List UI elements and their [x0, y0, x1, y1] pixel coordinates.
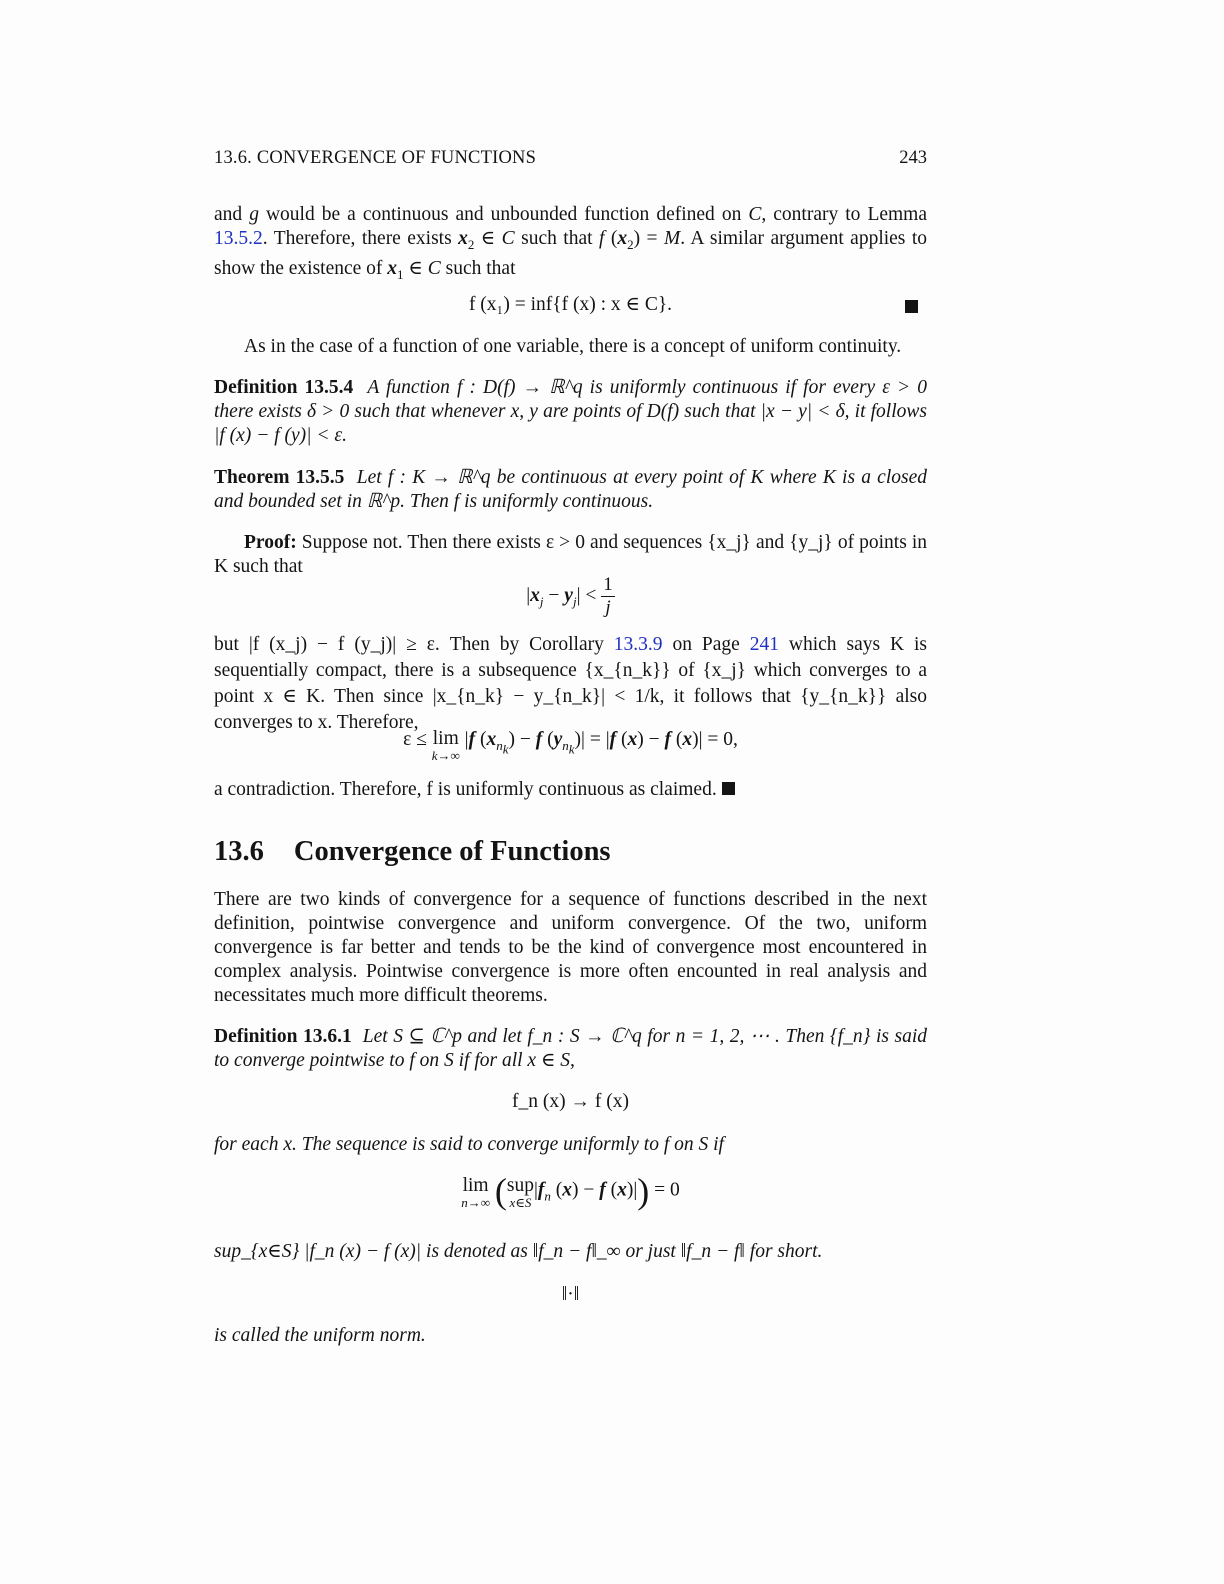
theorem-text: Let f : K → ℝ^q be continuous at every point of K where K is a closed and bounded set in ℝ^p. Then f is uniformly continuous. — [214, 467, 927, 512]
equation-limit-epsilon: ε ≤ lim k→∞ |f $(x_{n_k}) - f$ $(y_{n_k})| = |f$ (x) − f (x)| = 0, — [403, 728, 738, 763]
definition-text-1: Let S ⊆ ℂ^p and let f_n : S → ℂ^q for n = 1, 2, ⋯ . Then {f_n} is said to converge pointwise to f on S if for all x ∈ S, — [214, 1026, 927, 1071]
definition-text: A function f : D(f) → ℝ^q is uniformly continuous if for every ε > 0 there exists δ > 0 such that whenever x, y are points of D(f) such that |x − y| < δ, it follows |f (x) − f (y)| < ε. — [214, 377, 928, 446]
proof-opening: Proof: Suppose not. Then there exists ε > 0 and sequences {x_j} and {y_j} of points in K such that — [214, 532, 928, 577]
equation-uniform-limit: lim n→∞ ( sup x∈S $|f_n$ (x) − f (x)|) = 0 — [461, 1171, 680, 1211]
equation-infimum: f (x₁) = inf{f (x) : x ∈ C}. — [468, 294, 673, 315]
definition-text-2: for each x. The sequence is said to converge uniformly to f on S if — [214, 1134, 724, 1155]
equation-pointwise: f_n (x) → f (x) — [512, 1091, 629, 1112]
proof-label: Proof: — [244, 532, 297, 553]
definition-label: Definition 13.5.4 — [214, 377, 354, 398]
definition-text-4: is called the uniform norm. — [214, 1325, 426, 1346]
corollary-reference-link[interactable]: 13.3.9 — [613, 634, 663, 655]
qed-mark-proof — [722, 782, 735, 795]
definition-13-5-4 — [214, 376, 927, 448]
paragraph-uniform-intro: As in the case of a function of one variable, there is a concept of uniform continuity. — [244, 336, 902, 357]
page-reference-link[interactable]: 241 — [749, 634, 779, 655]
section-number: 13.6 — [214, 836, 264, 867]
lemma-reference-link[interactable]: 13.5.2 — [214, 228, 263, 249]
page-number: 243 — [899, 148, 927, 168]
equation-distance: $|x_j - y_j|$ < $\frac{1}{j}$ — [526, 574, 613, 618]
proof-body: but |f (x_j) − f (y_j)| ≥ ε. Then by Corollary 13.3.9 on Page 241 which says K is sequentially compact, there is a subsequence {x_{n_k}} of {x_j} which converges to a point x ∈ K. Then since |x_{n_k} − y_{n_k}| < 1/k, it follows that {y_{n_k}} also converges to x. Therefore, — [214, 634, 927, 733]
running-title: 13.6. CONVERGENCE OF FUNCTIONS — [214, 148, 537, 168]
theorem-label: Theorem 13.5.5 — [214, 467, 345, 488]
proof-conclusion: a contradiction. Therefore, f is uniformly continuous as claimed. — [214, 778, 927, 802]
paragraph-section-intro: There are two kinds of convergence for a sequence of functions described in the next definition, pointwise convergence and uniform convergence. Of the two, uniform convergence is far better and tends to be the kind of convergence most encountered in complex analysis. Pointwise convergence is more often encounted in real analysis and necessitates much more difficult theorems. — [214, 889, 927, 1006]
theorem-13-5-5 — [214, 466, 927, 514]
definition-label: Definition 13.6.1 — [214, 1026, 352, 1047]
section-title: Convergence of Functions — [293, 836, 611, 867]
definition-13-6-1 — [214, 1025, 927, 1073]
paragraph-continuation: and g would be a continuous and unbounded function defined on C, contrary to Lemma 13.5.2. Therefore, there exists $x_2$ ∈ C such that f $(x_2) = M$. A similar argument applies to show the existence of $x_1$ ∈ C such that — [214, 204, 927, 282]
definition-text-3: sup_{x∈S} |f_n (x) − f (x)| is denoted as ‖f_n − f‖_∞ or just ‖f_n − f‖ for short. — [214, 1241, 823, 1262]
equation-norm-symbol: ‖·‖ — [561, 1284, 580, 1305]
section-heading — [214, 836, 611, 868]
qed-mark — [905, 297, 918, 319]
